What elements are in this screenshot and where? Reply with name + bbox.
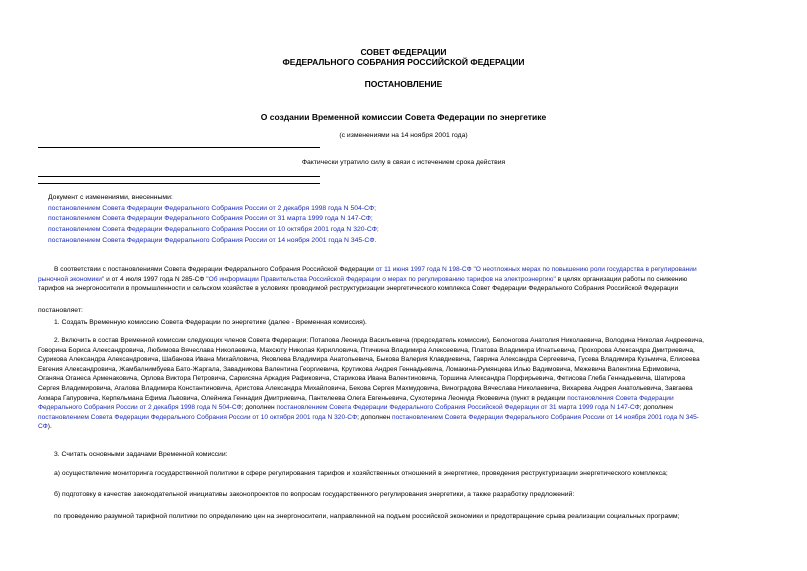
changes-intro: Документ с изменениями, внесенными: (48, 194, 173, 201)
item-2-text: ). (47, 423, 52, 431)
divider (38, 147, 320, 148)
preamble-text: в целях организации работы по снижению (555, 275, 688, 283)
amendment-link-504-cont[interactable]: Федерального Собрания России от 2 декабря 1998 года N 504-СФ (38, 404, 242, 412)
item-2-line: 2. Включить в состав Временной комиссии следующих членов Совета Федерации: Потапова Леонида Васильевича (председатель комиссии), Белоногова Анатолия Николаевича, Володина Николая Андреевича, (54, 337, 705, 344)
document-type: ПОСТАНОВЛЕНИЕ (364, 79, 443, 89)
amendment-link-345-cont[interactable]: СФ (38, 423, 48, 431)
assembly-title: ФЕДЕРАЛЬНОГО СОБРАНИЯ РОССИЙСКОЙ ФЕДЕРАЦИИ (282, 57, 525, 67)
amendment-link-320[interactable]: постановлением Совета Федерации Федерального Собрания России от 10 октября 2001 года N 320-СФ (38, 413, 358, 421)
change-link[interactable]: постановлением Совета Федерации Федерального Собрания России от 2 декабря 1998 года N 504-СФ; (48, 205, 377, 212)
item-2-line: Евгения Александровича, Жамбалнимбуева Бато-Жаргала, Завадникова Валентина Георгиевича, Крутикова Андрея Геннадьевича, Ломакина-Румянцева Илью Вадимовича, Межевича Валентина Ефимовича, (38, 365, 681, 373)
status-note: Фактически утратило силу в связи с истечением срока действия (301, 159, 506, 166)
decree-link-198[interactable]: от 11 июня 1997 года N 198-СФ "О неотложных мерах по повышению роли государства в регулировании (375, 266, 697, 273)
item-2-line: Сергея Владимировича, Агалова Владимира Константиновича, Аристова Александра Михайловича, Бекова Сергея Махмудовича, Виноградова Вячеслава Николаевича, Вихарева Андрея Анатольевича, Завгаева (38, 384, 693, 392)
item-2-line: Сурикова Александра Александровича, Шабанова Ивана Михайловича, Яковлева Владимира Анатольевича, Быкова Валерия Клавдиевича, Гаврина Александра Сергеевича, Гусева Владимира Кузьмича, Елисеева (38, 356, 700, 364)
item-2-text: Ахмара Гапуровича, Керпельмана Ефима Львовича, Олейника Геннадия Дмитриевича, Пантелеева Олега Евгеньевича, Сухотерина Леонида Яковевича (пункт в редакции (38, 394, 568, 402)
preamble-text: В соответствии с постановлениями Совета Федерации Федерального Собрания Российской Федерации (54, 266, 376, 273)
item-1: 1. Создать Временную комиссию Совета Федерации по энергетике (далее - Временная комиссия). (54, 319, 367, 326)
page-title: О создании Временной комиссии Совета Федерации по энергетике (260, 112, 547, 122)
preamble-text: тарифов на энергоносители в промышленности и сельском хозяйстве в условиях проводимой реструктуризации энергетического комплекса Совет Федерации Федерального Собрания Российской Федерации (38, 285, 679, 293)
amendment-link-504[interactable]: постановления Совета Федерации (567, 394, 674, 402)
preamble-text: и от 4 июля 1997 года N 285-СФ (104, 275, 207, 283)
item-3c: по проведению разумной тарифной политики по определению цен на энергоносители, направленной на подъем российской экономики и предотвращение срыва реализации социальных программ; (54, 513, 680, 520)
preamble-paragraph (38, 265, 773, 294)
amendment-link-345[interactable]: постановлением Совета Федерации Федерального Собрания России от 14 ноября 2001 года N 345- (392, 413, 699, 421)
item-3b: б) подготовку в качестве законодательной инициативы законопроектов по вопросам государственного регулирования энергетики, а также разработку предложений: (54, 491, 575, 498)
change-link[interactable]: постановлением Совета Федерации Федерального Собрания России от 14 ноября 2001 года N 345-СФ. (48, 237, 377, 244)
amendment-note: (с изменениями на 14 ноября 2001 года) (339, 132, 468, 139)
divider (38, 176, 320, 177)
item-2-text: ; дополнен (357, 413, 392, 421)
item-2-line: Говорина Бориса Александровича, Любимова Вячеслава Николаевича, Махсюту Николая Кирилловича, Птичкина Владимира Алексеевича, Платова Владимира Игнатьевича, Прохорова Александра Дмитриевича, (38, 346, 695, 354)
item-2-line: Оганяна Оганеса Арменаковича, Орлова Виктора Петровича, Саркисяна Аркадия Рафиковича, Старикова Ивана Валентиновича, Торшина Александра Порфирьевича, Фетисова Глеба Геннадьевича, Шатирова (38, 375, 686, 383)
item-2 (38, 336, 773, 432)
decree-link-198-cont[interactable]: рыночной экономики" (38, 275, 105, 283)
item-2-text: ; дополнен (639, 404, 673, 412)
decree-link-285[interactable]: "Об информации Правительства Российской Федерации о мерах по регулированию тарифов на электроэнергию" (206, 275, 556, 283)
change-link[interactable]: постановлением Совета Федерации Федерального Собрания России от 10 октября 2001 года N 320-СФ; (48, 226, 379, 233)
council-title: СОВЕТ ФЕДЕРАЦИИ (360, 47, 447, 57)
item-2-text: ; дополнен (241, 404, 277, 412)
item-3: 3. Считать основными задачами Временной комиссии: (54, 451, 228, 458)
change-link[interactable]: постановлением Совета Федерации Федерального Собрания России от 31 марта 1999 года N 147-СФ; (48, 215, 373, 222)
divider (38, 183, 320, 184)
amendment-link-147[interactable]: постановлением Совета Федерации Федерального Собрания Российской Федерации от 31 марта 1999 года N 147-СФ (276, 404, 640, 412)
decree-word: постановляет: (38, 307, 83, 314)
item-3a: а) осуществление мониторинга государственной политики в сфере регулирования тарифов и хозяйственных отношений в энергетике, проведения реструктуризации энергетического комплекса; (54, 470, 668, 477)
